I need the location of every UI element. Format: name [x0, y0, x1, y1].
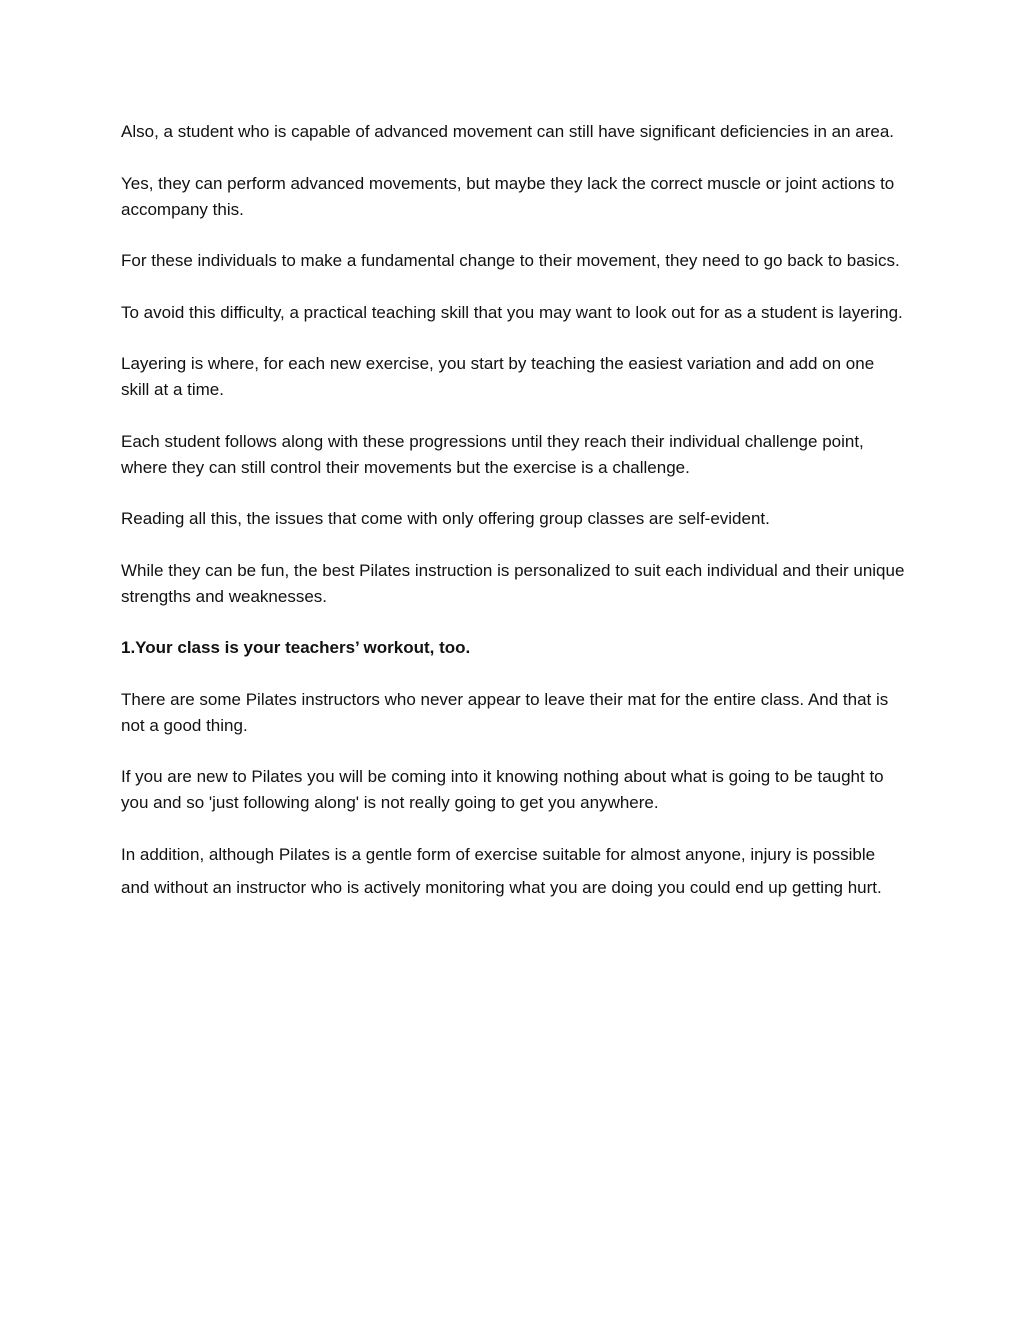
paragraph: Reading all this, the issues that come with only offering group classes are self-evident. [121, 509, 770, 528]
paragraph: If you are new to Pilates you will be coming into it knowing nothing about what is going to be taught to you and so 'just following along' is not really going to get you anywhere. [121, 767, 884, 812]
paragraph: Each student follows along with these progressions until they reach their individual challenge point, where they can still control their movements but the exercise is a challenge. [121, 431, 864, 477]
paragraph: Yes, they can perform advanced movements, but maybe they lack the correct muscle or joint actions to accompany this. [121, 173, 895, 219]
paragraph: While they can be fun, the best Pilates instruction is personalized to suit each individual and their unique strengths and weaknesses. [121, 560, 905, 606]
paragraph: In addition, although Pilates is a gentle form of exercise suitable for almost anyone, injury is possible and without an instructor who is actively monitoring what you are doing you could end up getting hurt. [121, 844, 882, 897]
paragraph: There are some Pilates instructors who never appear to leave their mat for the entire class. And that is not a good thing. [121, 689, 889, 735]
document-body [121, 119, 905, 930]
paragraph: To avoid this difficulty, a practical teaching skill that you may want to look out for as a student is layering. [121, 302, 903, 322]
paragraph: Layering is where, for each new exercise, you start by teaching the easiest variation and add on one skill at a time. [121, 354, 875, 399]
section-heading: 1.Your class is your teachers’ workout, too. [121, 638, 471, 657]
paragraph: For these individuals to make a fundamental change to their movement, they need to go back to basics. [121, 251, 900, 270]
paragraph: Also, a student who is capable of advanced movement can still have significant deficiencies in an area. [121, 122, 895, 141]
